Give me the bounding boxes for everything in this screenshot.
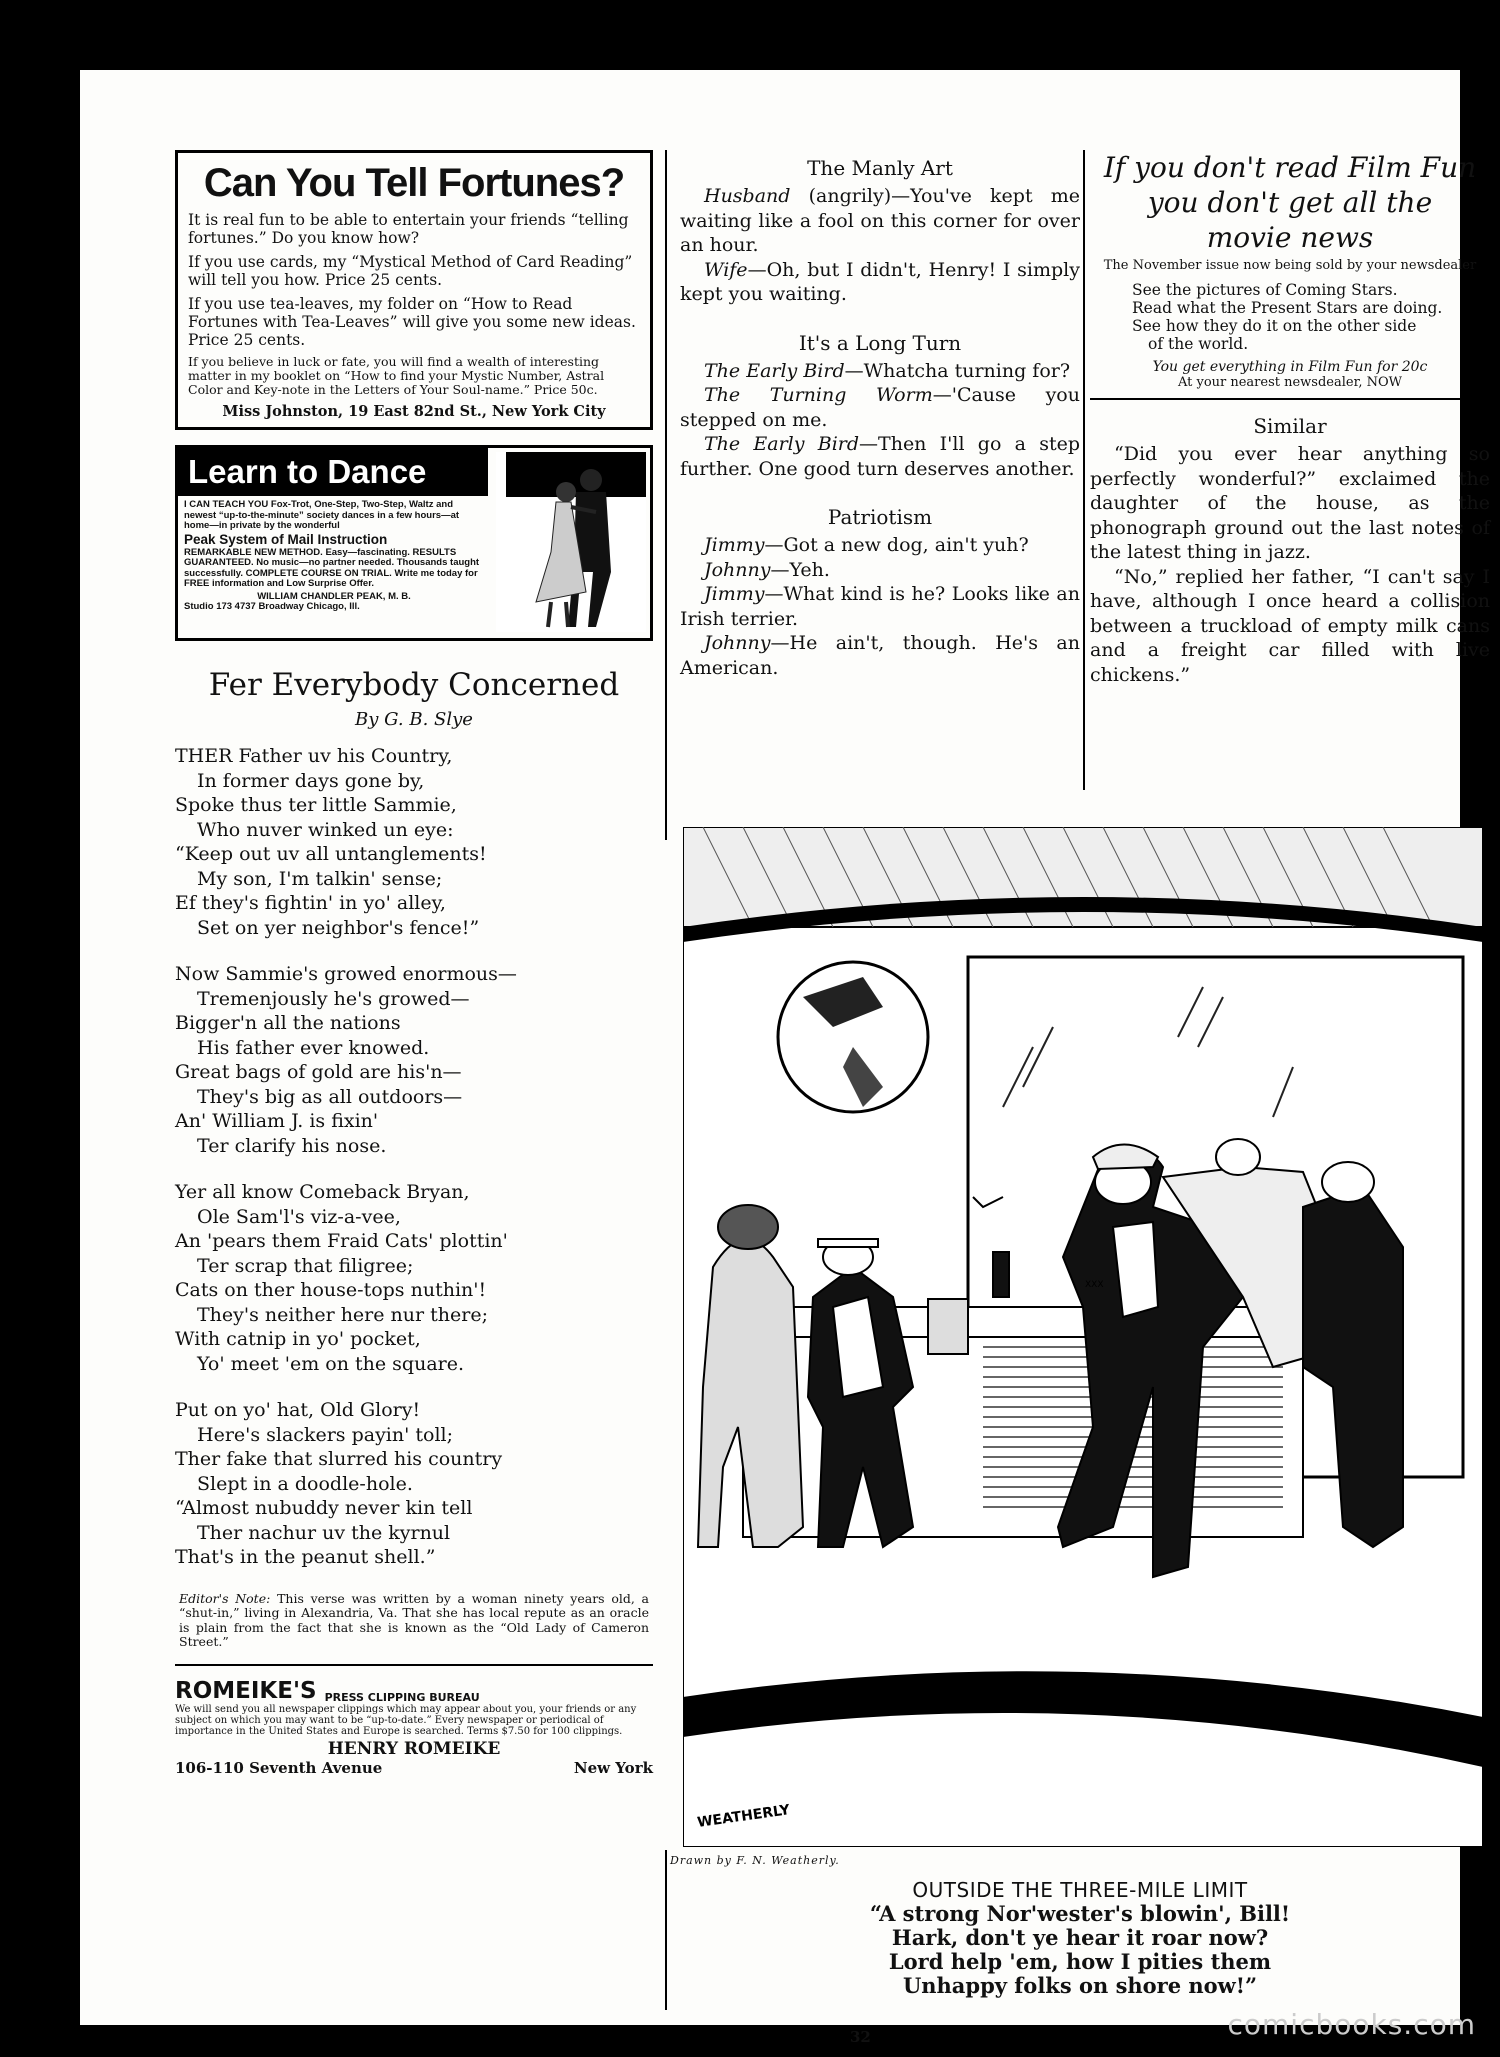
joke-text: —'Cause you stepped on me. <box>680 384 1080 431</box>
film-fun-line: See the pictures of Coming Stars. <box>1132 281 1398 299</box>
similar-text: “No,” replied her father, “I can't say I have, although I once heard a collision between a truckload of empty milk cans and a freight car filled with live chickens.” <box>1090 565 1490 686</box>
romeike-ad-bureau: PRESS CLIPPING BUREAU <box>324 1690 480 1704</box>
cartoon-caption-line: Lord help 'em, how I pities them <box>888 1949 1272 1974</box>
fortune-ad <box>175 150 653 430</box>
poem-line: Who nuver winked un eye: <box>197 818 454 841</box>
poem-line: His father ever knowed. <box>197 1036 430 1059</box>
joke-speaker: Husband <box>704 185 791 207</box>
fortune-ad-headline: Can You Tell Fortunes? <box>203 161 625 205</box>
joke-line <box>680 558 1080 583</box>
poem-title: Fer Everybody Concerned <box>208 667 620 703</box>
poem-stanza <box>175 1180 653 1376</box>
editors-note-label: Editor's Note: <box>179 1590 271 1606</box>
right-column <box>1090 150 1490 687</box>
joke-line <box>680 432 1080 481</box>
joke-text: —He ain't, though. He's an American. <box>680 632 1080 679</box>
fortune-ad-text: If you use tea-leaves, my folder on “How to Read Fortunes with Tea-Leaves” will give you some new ideas. Price 25 cents. <box>188 295 636 349</box>
poem-line: Set on yer neighbor's fence!” <box>197 916 480 939</box>
joke-text: —What kind is he? Looks like an Irish terrier. <box>680 583 1080 630</box>
poem-body <box>175 744 653 1570</box>
poem-line: Spoke thus ter little Sammie, <box>175 794 457 816</box>
poem-line: Ther fake that slurred his country <box>175 1448 503 1470</box>
artist-signature: WEATHERLY <box>696 1802 791 1831</box>
romeike-ad-text: We will send you all newspaper clippings which may appear about you, your friends or any subject on which you may want to be “up-to-date.” Every newspaper or periodical of importance in the United States and Europe is searched. Terms $7.50 for 100 clippings. <box>175 1703 637 1737</box>
joke-speaker: Jimmy <box>704 583 765 605</box>
poem-line: They's big as all outdoors— <box>197 1085 463 1108</box>
joke-line <box>680 631 1080 680</box>
dance-ad-text: Studio 173 4737 Broadway Chicago, Ill. <box>184 601 360 612</box>
bottle-label: XXX <box>1085 1280 1104 1290</box>
romeike-ad-name: ROMEIKE'S <box>175 1677 317 1704</box>
joke-speaker: The Early Bird <box>704 359 845 382</box>
joke-text: —Oh, but I didn't, Henry! I simply kept you waiting. <box>680 258 1080 305</box>
poem-line: They's neither here nur there; <box>197 1303 488 1326</box>
film-fun-price: You get everything in Film Fun for 20c <box>1152 359 1428 375</box>
joke-title: It's a Long Turn <box>798 330 962 355</box>
dance-ad-text: Peak System of Mail Instruction <box>184 531 388 547</box>
poem-line: Tremenjously he's growed— <box>197 987 470 1010</box>
poem-line: Put on yo' hat, Old Glory! <box>175 1399 421 1421</box>
poem-line: Yo' meet 'em on the square. <box>197 1352 465 1375</box>
romeike-ad <box>175 1678 653 1777</box>
romeike-ad-street: 106-110 Seventh Avenue <box>175 1758 383 1777</box>
poem-line: Cats on ther house-tops nuthin'! <box>175 1279 487 1301</box>
poem-line: Yer all know Comeback Bryan, <box>175 1181 470 1203</box>
editors-note <box>175 1592 653 1666</box>
film-fun-headline: you don't get all the <box>1147 186 1433 219</box>
fortune-ad-address: Miss Johnston, 19 East 82nd St., New York City <box>222 403 606 420</box>
cartoon-caption-line: Hark, don't ye hear it roar now? <box>891 1925 1269 1950</box>
poem-line: Here's slackers payin' toll; <box>197 1423 454 1446</box>
film-fun-issue: The November issue now being sold by your newsdealer <box>1103 258 1477 273</box>
cartoon-caption-line: “A strong Nor'wester's blowin', Bill! <box>869 1901 1291 1926</box>
joke-line <box>680 258 1080 307</box>
joke-line <box>680 533 1080 558</box>
fortune-ad-text: If you believe in luck or fate, you will find a wealth of interesting matter in my booklet on “How to find your Mystic Number, Astral Color and Key-note in the Letters of Your Soul-name.” Price 50c. <box>188 354 605 397</box>
fortune-ad-text: If you use cards, my “Mystical Method of Card Reading” will tell you how. Price 25 cents. <box>188 253 633 289</box>
dance-ad <box>175 445 653 641</box>
poem-line: With catnip in yo' pocket, <box>175 1328 421 1350</box>
joke-text: —Got a new dog, ain't yuh? <box>764 534 1029 556</box>
poem-line: Great bags of gold are his'n— <box>175 1061 462 1083</box>
poem-line: Ther nachur uv the kyrnul <box>197 1521 451 1544</box>
joke-line <box>680 582 1080 631</box>
film-fun-line: of the world. <box>1148 335 1249 353</box>
dance-ad-headline: Learn to Dance <box>178 448 488 496</box>
left-column <box>175 150 653 1777</box>
jokes-column <box>680 150 1080 680</box>
cartoon-caption <box>780 1878 1380 1998</box>
column-divider <box>1083 150 1085 790</box>
romeike-ad-city: New York <box>573 1758 653 1777</box>
joke-text: —Then I'll go a step further. One good turn deserves another. <box>680 433 1081 480</box>
fortune-ad-text: It is real fun to be able to entertain your friends “telling fortunes.” Do you know how? <box>188 211 629 247</box>
dancing-couple-illustration <box>496 452 646 632</box>
poem-line: An 'pears them Fraid Cats' plottin' <box>175 1230 508 1252</box>
joke-line <box>680 359 1080 384</box>
column-divider <box>665 150 667 840</box>
poem-line: “Keep out uv all untanglements! <box>175 843 487 865</box>
film-fun-ad <box>1090 150 1490 400</box>
joke-line <box>680 383 1080 432</box>
joke-text: (angrily)—You've kept me waiting like a fool on this corner for over an hour. <box>680 185 1081 256</box>
film-fun-headline: If you don't read Film Fun <box>1103 151 1477 184</box>
dance-ad-body <box>178 496 490 617</box>
cartoon-caption-line: Unhappy folks on shore now!” <box>902 1973 1258 1998</box>
joke-speaker: The Turning Worm <box>704 384 933 406</box>
dance-ad-text: WILLIAM CHANDLER PEAK, M. B. <box>257 590 411 602</box>
film-fun-line: See how they do it on the other side <box>1132 317 1417 335</box>
poem-byline: By G. B. Slye <box>355 709 473 730</box>
joke-title: The Manly Art <box>807 156 953 180</box>
poem-line: My son, I'm talkin' sense; <box>197 867 443 890</box>
column-divider <box>665 1850 667 2010</box>
joke-speaker: Wife <box>704 258 748 281</box>
joke-title: Patriotism <box>827 505 933 529</box>
poem-line: Ter clarify his nose. <box>197 1134 387 1157</box>
romeike-ad-henry: HENRY ROMEIKE <box>327 1738 501 1759</box>
poem-line: THER Father uv his Country, <box>175 745 453 767</box>
poem-stanza <box>175 1398 653 1570</box>
editors-note-text: This verse was written by a woman ninety years old, a “shut-in,” living in Alexandria, Va. That she has local repute as an oracle is plain from the fact that she is known as the “Old Lady of Cameron Street.” <box>179 1590 649 1649</box>
similar-text: “Did you ever hear anything so perfectly wonderful?” exclaimed the daughter of the house, as the phonograph ground out the last notes of the latest thing in jazz. <box>1090 443 1490 563</box>
poem-line: Slept in a doodle-hole. <box>197 1472 413 1495</box>
joke-speaker: Johnny <box>704 632 771 654</box>
dance-ad-text: I CAN TEACH YOU Fox-Trot, One-Step, Two-Step, Waltz and newest “up-to-the-minute” society dances in a few hours—at home—in private by the wonderful <box>184 499 460 531</box>
poem-line: In former days gone by, <box>197 769 425 792</box>
film-fun-line: Read what the Present Stars are doing. <box>1132 299 1443 317</box>
poem-stanza <box>175 744 653 940</box>
poem-line: Bigger'n all the nations <box>175 1012 401 1034</box>
bar-cartoon-illustration <box>683 827 1483 1847</box>
similar-title: Similar <box>1253 414 1327 438</box>
poem-line: Ole Sam'l's viz-a-vee, <box>197 1205 401 1228</box>
joke-text: —Yeh. <box>770 558 830 581</box>
cartoon-title: OUTSIDE THE THREE-MILE LIMIT <box>912 1878 1248 1902</box>
watermark: comicbooks.com <box>1227 2008 1476 2041</box>
joke-speaker: Johnny <box>704 558 771 581</box>
poem-line: That's in the peanut shell.” <box>175 1546 436 1568</box>
poem-line: Now Sammie's growed enormous— <box>175 963 517 985</box>
poem-line: Ter scrap that filigree; <box>197 1254 414 1277</box>
joke-text: —Whatcha turning for? <box>844 359 1071 382</box>
joke-speaker: Jimmy <box>704 534 765 556</box>
joke-speaker: The Early Bird <box>704 433 860 455</box>
poem-line: Ef they's fightin' in yo' alley, <box>175 892 446 914</box>
film-fun-headline: movie news <box>1206 221 1374 254</box>
poem-line: “Almost nubuddy never kin tell <box>175 1497 473 1519</box>
poem-stanza <box>175 962 653 1158</box>
page-number: 32 <box>850 2028 871 2046</box>
cartoon-credit: Drawn by F. N. Weatherly. <box>670 1854 840 1867</box>
dance-ad-text: REMARKABLE NEW METHOD. Easy—fascinating. RESULTS GUARANTEED. No music—no partner needed. Thousands taught successfully. COMPLETE COURSE ON TRIAL. Write me today for FREE information and Low Surprise Offer. <box>184 546 480 589</box>
joke-line <box>680 184 1080 258</box>
poem-line: An' William J. is fixin' <box>175 1110 379 1132</box>
film-fun-newsdealer: At your nearest newsdealer, NOW <box>1177 375 1403 390</box>
